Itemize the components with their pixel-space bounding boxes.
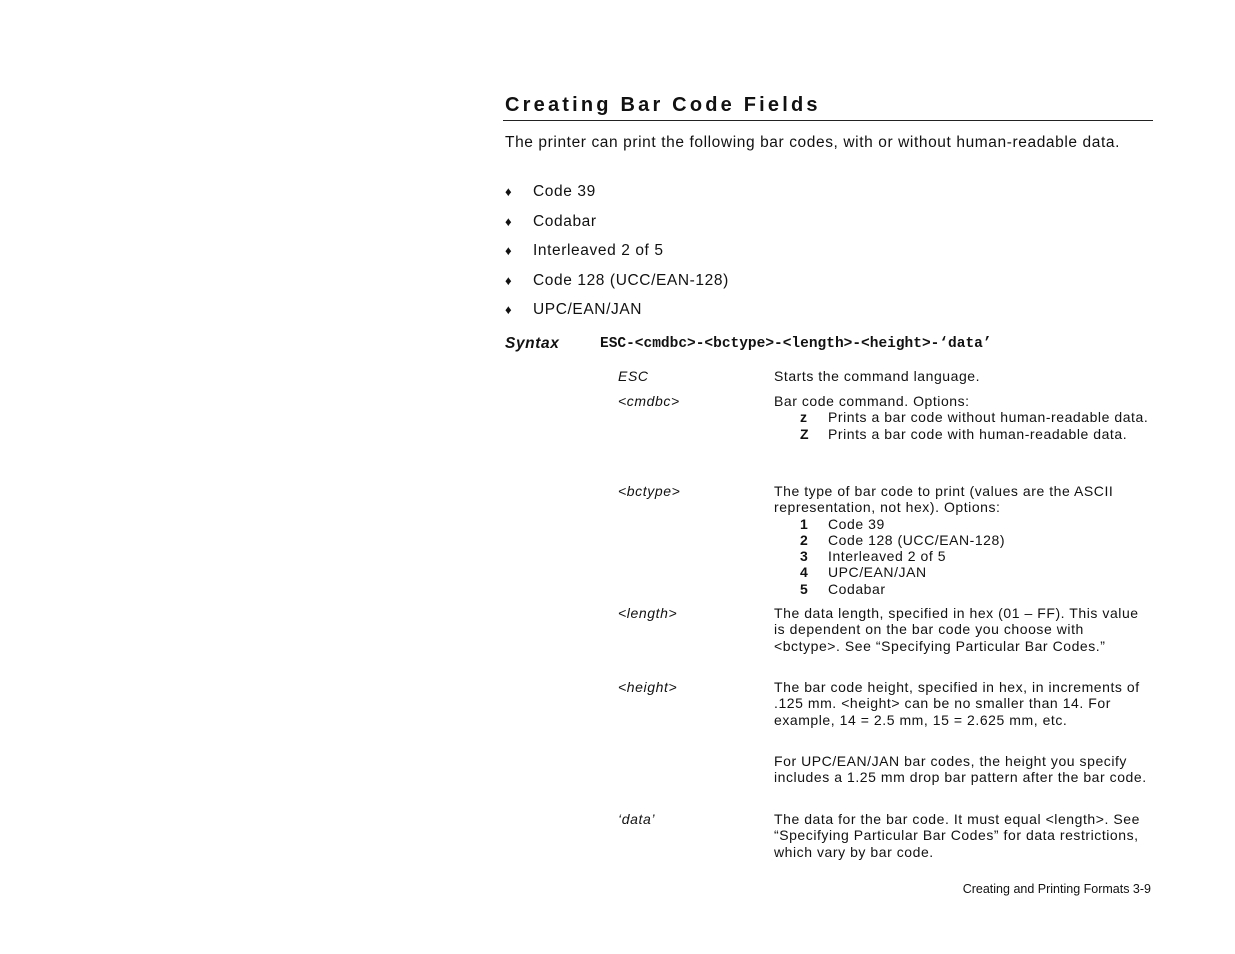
- syntax-label: Syntax: [505, 335, 560, 352]
- syntax-command: ESC-<cmdbc>-<bctype>-<length>-<height>-‘data’: [600, 336, 992, 352]
- option-item: [774, 516, 1154, 532]
- list-item-text: Code 128 (UCC/EAN-128): [533, 271, 729, 289]
- diamond-bullet-icon: ♦: [505, 184, 513, 199]
- option-text: Interleaved 2 of 5: [828, 548, 947, 565]
- option-item: [774, 548, 1154, 564]
- option-key: 5: [800, 580, 809, 597]
- page-footer: Creating and Printing Formats 3-9: [962, 882, 1151, 896]
- param-desc-height: The bar code height, specified in hex, in increments of .125 mm. <height> can be no smaller than 14. For example, 14 = 2.5 mm, 15 = 2.625 mm, etc.: [774, 679, 1140, 728]
- param-desc-length: The data length, specified in hex (01 – FF). This value is dependent on the bar code you choose with <bctype>. See “Specifying Particular Bar Codes.”: [774, 605, 1139, 654]
- param-desc-text: Bar code command. Options:: [774, 393, 970, 409]
- intro-paragraph: The printer can print the following bar codes, with or without human-readable data.: [505, 134, 1121, 151]
- param-desc-text: The type of bar code to print (values are the ASCII representation, not hex). Options:: [774, 483, 1114, 516]
- option-key: Z: [800, 425, 810, 442]
- option-item: [774, 426, 1154, 442]
- param-name-length: <length>: [618, 605, 678, 621]
- option-key: z: [800, 409, 808, 426]
- diamond-bullet-icon: ♦: [505, 213, 513, 229]
- diamond-bullet-icon: ♦: [505, 243, 513, 259]
- option-text: Codabar: [828, 580, 886, 597]
- diamond-bullet-icon: ♦: [505, 302, 513, 318]
- param-desc-cmdbc: [774, 393, 1154, 442]
- list-item-text: UPC/EAN/JAN: [533, 301, 643, 319]
- param-name-data: ‘data’: [618, 811, 656, 827]
- diamond-bullet-icon: ♦: [505, 272, 513, 288]
- option-key: 4: [800, 564, 809, 581]
- option-item: [774, 564, 1154, 580]
- param-desc-bctype: [774, 483, 1154, 597]
- option-text: Prints a bar code with human-readable data.: [828, 425, 1128, 442]
- param-name-cmdbc: <cmdbc>: [618, 393, 680, 409]
- list-item-text: Interleaved 2 of 5: [533, 242, 664, 260]
- param-desc-height-note: For UPC/EAN/JAN bar codes, the height you specify includes a 1.25 mm drop bar pattern after the bar code.: [774, 753, 1147, 786]
- option-text: Code 128 (UCC/EAN-128): [828, 531, 1006, 548]
- option-item: [774, 532, 1154, 548]
- option-item: [774, 581, 1154, 597]
- heading-rule: [503, 120, 1153, 121]
- param-name-esc: ESC: [618, 368, 649, 384]
- list-item-text: Code 39: [533, 183, 596, 200]
- section-heading: Creating Bar Code Fields: [505, 94, 821, 116]
- option-key: 2: [800, 531, 809, 548]
- option-key: 1: [800, 515, 809, 532]
- option-text: UPC/EAN/JAN: [828, 564, 927, 581]
- option-key: 3: [800, 548, 809, 565]
- param-name-height: <height>: [618, 679, 678, 695]
- list-item-text: Codabar: [533, 212, 597, 230]
- param-desc-esc: Starts the command language.: [774, 368, 981, 384]
- param-desc-data: The data for the bar code. It must equal <length>. See “Specifying Particular Bar Codes” for data restrictions, which vary by bar code.: [774, 811, 1140, 860]
- option-text: Code 39: [828, 515, 885, 532]
- option-item: [774, 409, 1154, 425]
- option-text: Prints a bar code without human-readable data.: [828, 409, 1149, 426]
- param-name-bctype: <bctype>: [618, 483, 681, 499]
